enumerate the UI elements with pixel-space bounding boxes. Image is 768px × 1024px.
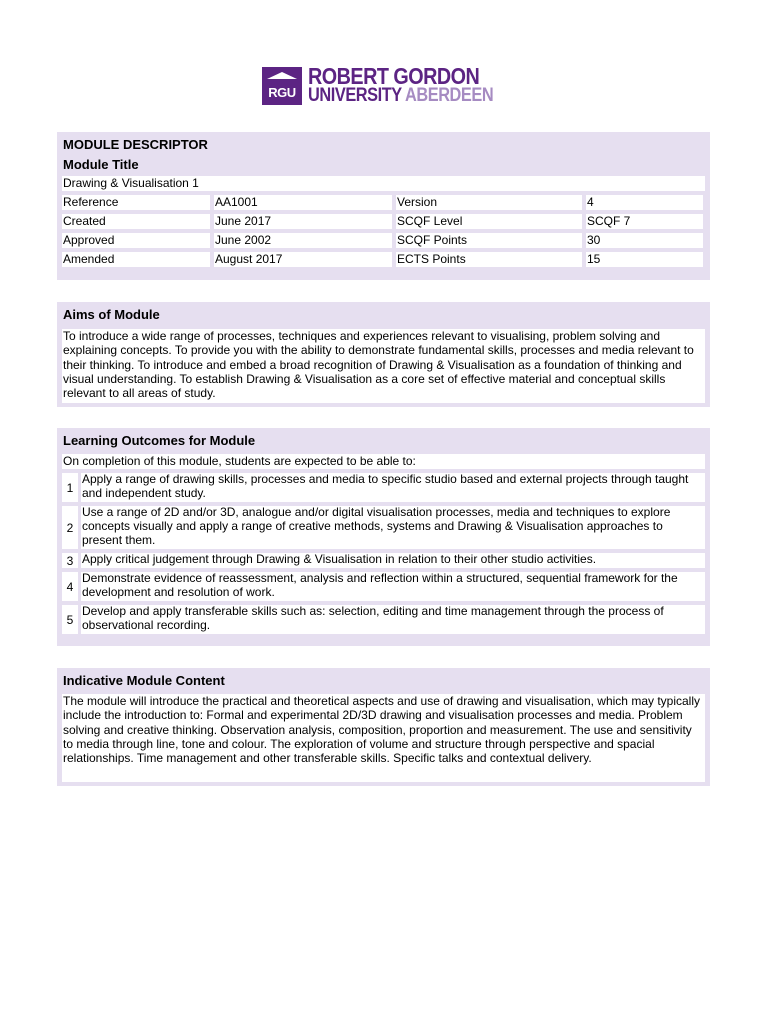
version-label: Version bbox=[396, 195, 582, 210]
outcome-number: 2 bbox=[62, 506, 78, 549]
outcome-text: Develop and apply transferable skills such as: selection, editing and time management through the process of observational recording. bbox=[81, 605, 705, 634]
outcome-number: 1 bbox=[62, 473, 78, 502]
outcome-item bbox=[62, 605, 705, 634]
indicative-content-heading: Indicative Module Content bbox=[63, 673, 225, 688]
rgu-logo bbox=[262, 63, 523, 106]
outcome-number: 5 bbox=[62, 605, 78, 634]
outcome-text: Use a range of 2D and/or 3D, analogue and/or digital visualisation processes, media and techniques to explore concepts visually and apply a range of creative methods, systems and Drawing & Visualisation approaches to present them. bbox=[81, 506, 705, 549]
indicative-content-section bbox=[57, 668, 710, 786]
logo-badge-text: RGU bbox=[268, 85, 296, 100]
learning-outcomes-intro: On completion of this module, students are expected to be able to: bbox=[62, 454, 705, 469]
reference-label: Reference bbox=[62, 195, 210, 210]
logo-university: UNIVERSITY bbox=[308, 85, 402, 106]
learning-outcomes-heading: Learning Outcomes for Module bbox=[63, 433, 256, 448]
aims-heading: Aims of Module bbox=[63, 307, 160, 322]
outcome-item bbox=[62, 572, 705, 601]
scqf-level-label: SCQF Level bbox=[396, 214, 582, 229]
module-title-value: Drawing & Visualisation 1 bbox=[62, 176, 705, 191]
building-icon bbox=[266, 71, 298, 81]
created-value: June 2017 bbox=[214, 214, 392, 229]
logo-line2 bbox=[308, 86, 493, 105]
logo-line1: ROBERT GORDON bbox=[308, 63, 480, 89]
aims-section bbox=[57, 302, 710, 407]
learning-outcomes-section bbox=[57, 428, 710, 646]
scqf-level-value: SCQF 7 bbox=[586, 214, 703, 229]
amended-label: Amended bbox=[62, 252, 210, 267]
module-descriptor-section bbox=[57, 132, 710, 280]
aims-text: To introduce a wide range of processes, techniques and experiences relevant to visualising, problem solving and explaining concepts. To provide you with the ability to demonstrate fundamental skills, processes and media relevant to their thinking. To introduce and embed a broad recognition of Drawing & Visualisation as a foundation of thinking and visual understanding. To establish Drawing & Visualisation as a core set of effective material and conceptual skills relevant to all areas of study. bbox=[62, 329, 705, 403]
approved-value: June 2002 bbox=[214, 233, 392, 248]
outcome-text: Apply a range of drawing skills, processes and media to specific studio based and external projects through taught and independent study. bbox=[81, 473, 705, 502]
outcome-number: 4 bbox=[62, 572, 78, 601]
created-label: Created bbox=[62, 214, 210, 229]
reference-value: AA1001 bbox=[214, 195, 392, 210]
scqf-points-label: SCQF Points bbox=[396, 233, 582, 248]
outcome-text: Apply critical judgement through Drawing & Visualisation in relation to their other studio activities. bbox=[81, 553, 705, 568]
module-descriptor-heading: MODULE DESCRIPTOR bbox=[63, 137, 208, 152]
outcome-item bbox=[62, 506, 705, 549]
indicative-content-text: The module will introduce the practical and theoretical aspects and use of drawing and visualisation, which may typically include the introduction to: Formal and experimental 2D/3D drawing and visualisation processes and media. Problem solving and creative thinking. Observation analysis, composition, proportion and measurement. The use and sensitivity to media through line, tone and colour. The exploration of volume and structure through perspective and spacial relationships. Time management and other transferable skills. Specific talks and contextual delivery. bbox=[62, 694, 705, 782]
outcome-number: 3 bbox=[62, 553, 78, 568]
outcome-item bbox=[62, 553, 705, 568]
logo-badge bbox=[262, 67, 302, 105]
module-title-label: Module Title bbox=[63, 157, 139, 172]
ects-points-label: ECTS Points bbox=[396, 252, 582, 267]
scqf-points-value: 30 bbox=[586, 233, 703, 248]
amended-value: August 2017 bbox=[214, 252, 392, 267]
outcome-item bbox=[62, 473, 705, 502]
logo-aberdeen: ABERDEEN bbox=[404, 85, 494, 106]
outcome-text: Demonstrate evidence of reassessment, analysis and reflection within a structured, sequential framework for the development and resolution of work. bbox=[81, 572, 705, 601]
ects-points-value: 15 bbox=[586, 252, 703, 267]
version-value: 4 bbox=[586, 195, 703, 210]
descriptor-table bbox=[62, 195, 705, 267]
approved-label: Approved bbox=[62, 233, 210, 248]
